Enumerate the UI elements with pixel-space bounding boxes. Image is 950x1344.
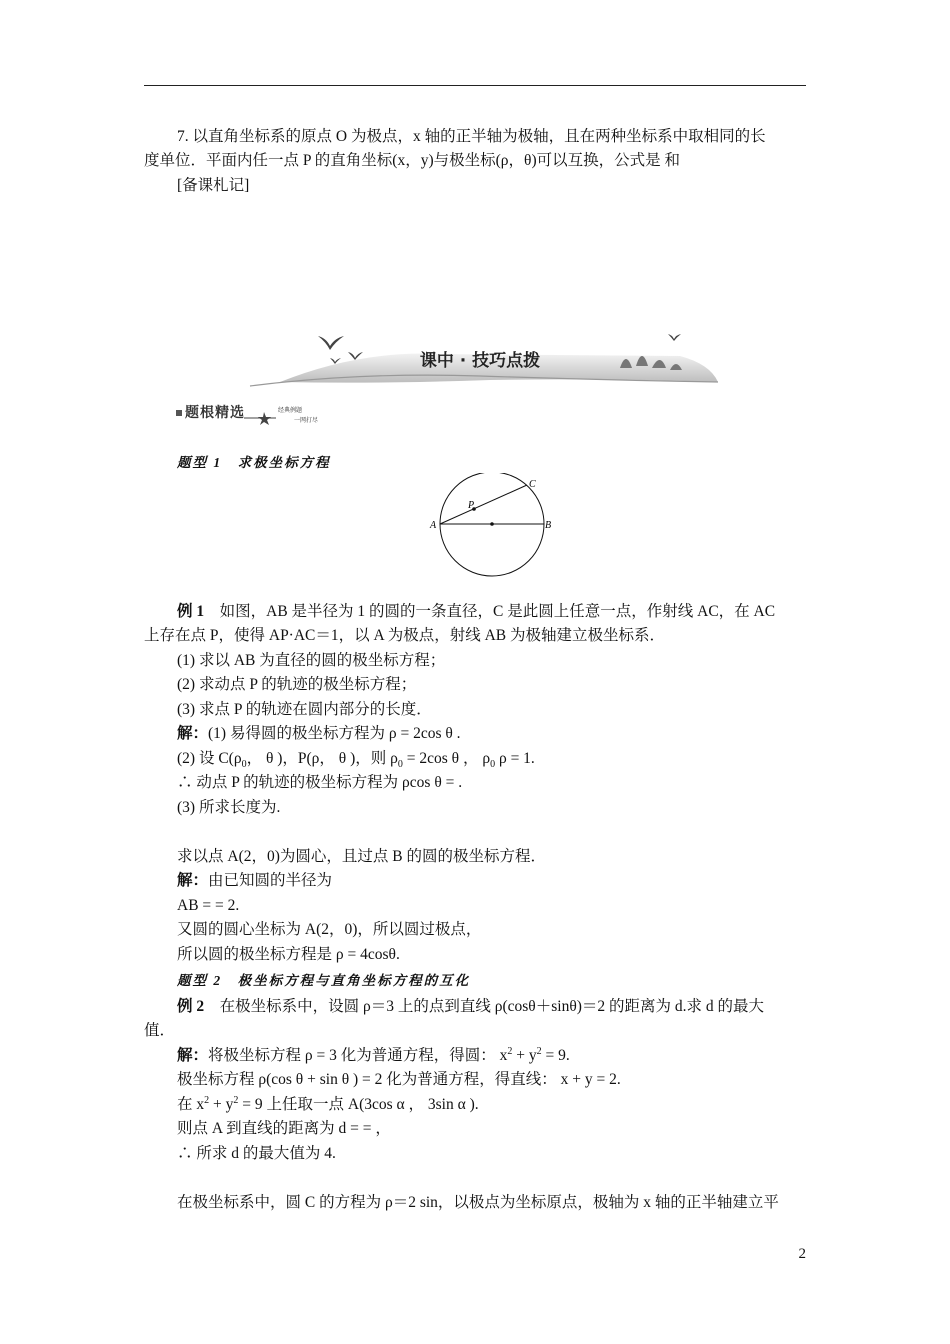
label-a: A [430, 520, 437, 531]
banner-title: 课中 · 技巧点拨 [419, 351, 541, 371]
intro-line-2: 度单位．平面内任一点 P 的直角坐标(x，y)与极坐标(ρ，θ)可以互换，公式是 和 [144, 152, 680, 169]
example2-label: 例 2 [177, 998, 205, 1015]
practice1-s3: 又圆的圆心坐标为 A(2，0)，所以圆过极点， [177, 921, 482, 938]
type1-label: 题型 1 [177, 455, 223, 470]
example1-s2: (2) 设 $C(\rho_0$， θ )，P(ρ， θ )，则 $\rho_0 = 2\cos$ θ ， $\rho_0$ ρ = 1. [177, 750, 535, 771]
label-c: C [529, 479, 536, 490]
label-b: B [545, 520, 552, 531]
type2-label: 题型 2 [177, 973, 223, 988]
example2-s5: ∴ 所求 d 的最大值为 4. [177, 1145, 336, 1162]
practice1-s4: 所以圆的极坐标方程是 ρ = 4cosθ. [177, 946, 400, 963]
example2-s4: 则点 A 到直线的距离为 d = = ， [177, 1120, 391, 1137]
example2-text-1: 在极坐标系中，设圆 ρ＝3 上的点到直线 ρ(cosθ＋sinθ)＝2 的距离为 d.求 d 的最大 [219, 998, 765, 1015]
type2-title: 极坐标方程与直角坐标方程的互化 [237, 973, 471, 988]
practice1-s2: AB = = 2. [177, 897, 240, 914]
practice1-s1: 由已知圆的半径为 [208, 872, 333, 889]
tag-sub-1: 经典例题 [278, 407, 303, 414]
tag-sub-2: 一网打尽 [294, 417, 319, 424]
example1-text-2: 上存在点 P，使得 AP·AC＝1，以 A 为极点，射线 AB 为极轴建立极坐标系． [144, 627, 666, 644]
section-tag [176, 398, 346, 426]
example1-q1: (1) 求以 AB 为直径的圆的极坐标方程； [177, 652, 446, 669]
example1-solution-label: 解： [177, 725, 209, 742]
example1-s3: ∴ 动点 P 的轨迹的极坐标方程为 ρcos θ = . [177, 774, 463, 791]
example1-s1: (1) 易得圆的极坐标方程为 ρ = 2cos θ . [208, 725, 461, 742]
practice2-question: 在极坐标系中，圆 C 的方程为 ρ＝2 sin，以极点为坐标原点，极轴为 x 轴的正半轴建立平 [177, 1194, 779, 1211]
example1-q3: (3) 求点 P 的轨迹在圆内部分的长度． [177, 701, 432, 718]
type1-title: 求极坐标方程 [237, 455, 331, 470]
intro-line-1: 7. 以直角坐标系的原点 O 为极点，x 轴的正半轴为极轴，且在两种坐标系中取相同的长 [177, 128, 766, 145]
example2-s1: 解：将极坐标方程 ρ = 3 化为普通方程，得圆： $x^2 + y^2 = 9$. [177, 1045, 570, 1064]
example1-label: 例 1 [177, 603, 205, 620]
example2-s3: 在 $x^2 + y^2 = 9$ 上任取一点 A(3cos α ， 3sin α ). [177, 1094, 479, 1113]
section-banner [240, 320, 720, 400]
label-p: P [468, 500, 475, 511]
tag-main: 题根精选 [185, 405, 245, 421]
practice1-solution-label: 解： [177, 872, 209, 889]
lesson-notes-label: [备课札记] [177, 177, 250, 194]
example1-text-1: 如图，AB 是半径为 1 的圆的一条直径，C 是此圆上任意一点，作射线 AC，在 AC [219, 603, 776, 620]
example2-s2: 极坐标方程 ρ(cos θ + sin θ ) = 2 化为普通方程，得直线： x + y = 2. [177, 1071, 621, 1088]
example2-text-2: 值． [144, 1022, 176, 1039]
page-number: 2 [798, 1246, 806, 1262]
header-rule [144, 85, 806, 86]
practice1-question: 求以点 A(2，0)为圆心，且过点 B 的圆的极坐标方程． [177, 848, 546, 865]
circle-figure [428, 473, 556, 577]
example1-q2: (2) 求动点 P 的轨迹的极坐标方程； [177, 676, 417, 693]
example1-s4: (3) 所求长度为. [177, 799, 281, 816]
